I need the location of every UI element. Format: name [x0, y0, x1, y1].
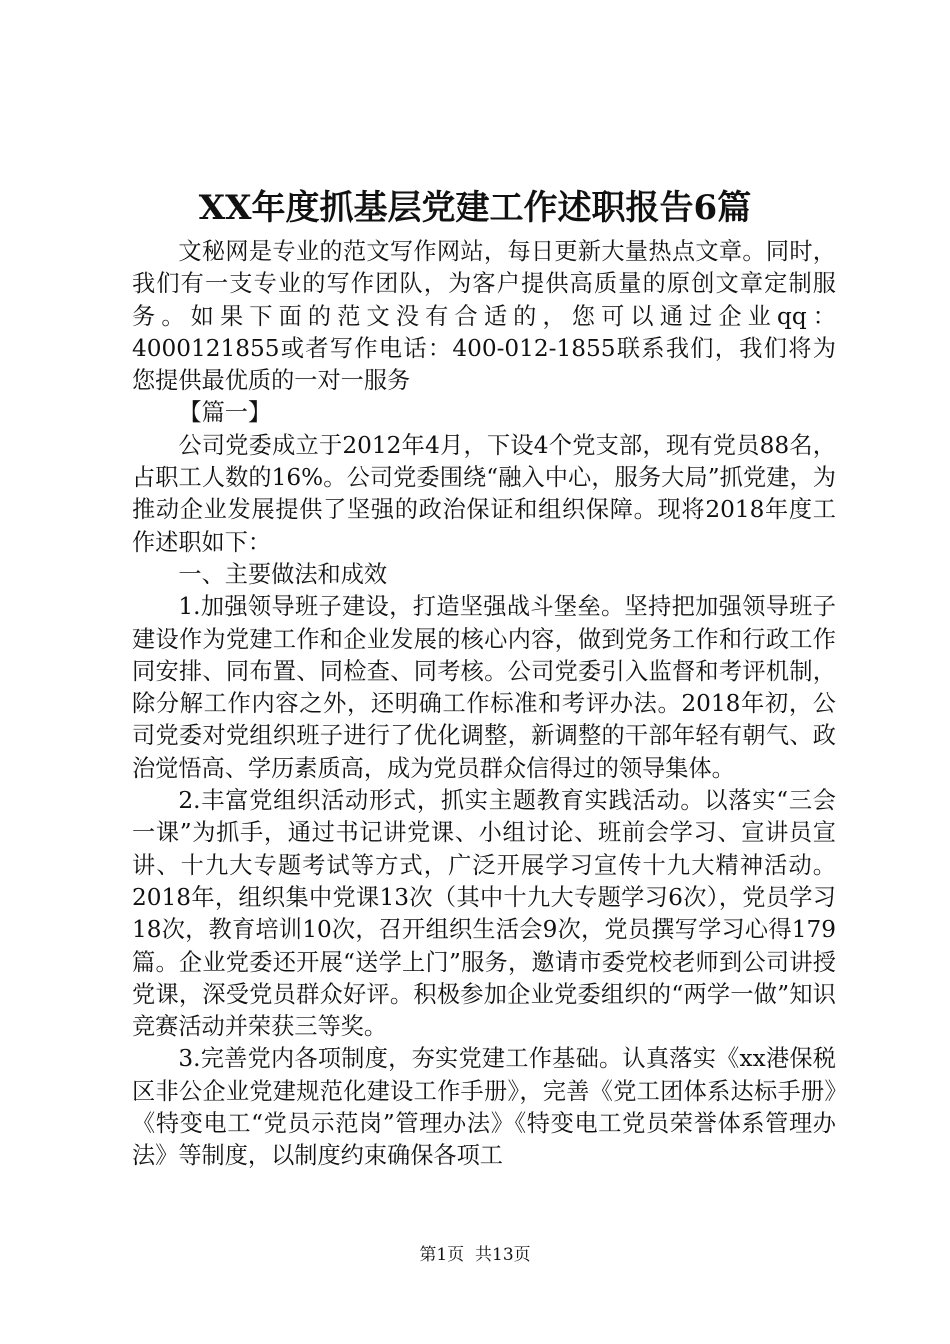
page-total: 共13页	[475, 1245, 531, 1265]
body-paragraph: 1.加强领导班子建设，打造坚强战斗堡垒。坚持把加强领导班子建设作为党建工作和企业发展的核心内容，做到党务工作和行政工作同安排、同布置、同检查、同考核。公司党委引入监督和考评机制，除分解工作内容之外，还明确工作标准和考评办法。2018年初，公司党委对党组织班子进行了优化调整，新调整的干部年轻有朝气、政治觉悟高、学历素质高，成为党员群众信得过的领导集体。	[132, 593, 836, 782]
section-heading-part-one: 【篇一】	[178, 399, 272, 427]
document-title: XX年度抓基层党建工作述职报告6篇	[198, 188, 752, 228]
body-paragraph: 2.丰富党组织活动形式，抓实主题教育实践活动。以落实“三会一课”为抓手，通过书记讲党课、小组讨论、班前会学习、宣讲员宣讲、十九大专题考试等方式，广泛开展学习宣传十九大精神活动。2018年，组织集中党课13次（其中十九大专题学习6次），党员学习18次，教育培训10次，召开组织生活会9次，党员撰写学习心得179篇。企业党委还开展“送学上门”服务，邀请市委党校老师到公司讲授党课，深受党员群众好评。积极参加企业党委组织的“两学一做”知识竞赛活动并荣获三等奖。	[132, 787, 836, 1041]
body-paragraph: 3.完善党内各项制度，夯实党建工作基础。认真落实《xx港保税区非公企业党建规范化建设工作手册》，完善《党工团体系达标手册》《特变电工“党员示范岗”管理办法》《特变电工党员荣誉体系管理办法》等制度，以制度约束确保各项工	[132, 1045, 836, 1170]
page-number: 第1页	[419, 1245, 465, 1265]
section-heading: 一、主要做法和成效	[178, 560, 388, 588]
page-footer	[0, 1242, 950, 1268]
document-body	[132, 236, 836, 1173]
body-paragraph: 公司党委成立于2012年4月，下设4个党支部，现有党员88名，占职工人数的16%。公司党委围绕“融入中心，服务大局”抓党建，为推动企业发展提供了坚强的政治保证和组织保障。现将2018年度工作述职如下：	[132, 431, 836, 556]
intro-paragraph: 文秘网是专业的范文写作网站，每日更新大量热点文章。同时，我们有一支专业的写作团队，为客户提供高质量的原创文章定制服务。如果下面的范文没有合适的，您可以通过企业qq：4000121855或者写作电话：400-012-1855联系我们，我们将为您提供最优质的一对一服务	[132, 238, 836, 395]
